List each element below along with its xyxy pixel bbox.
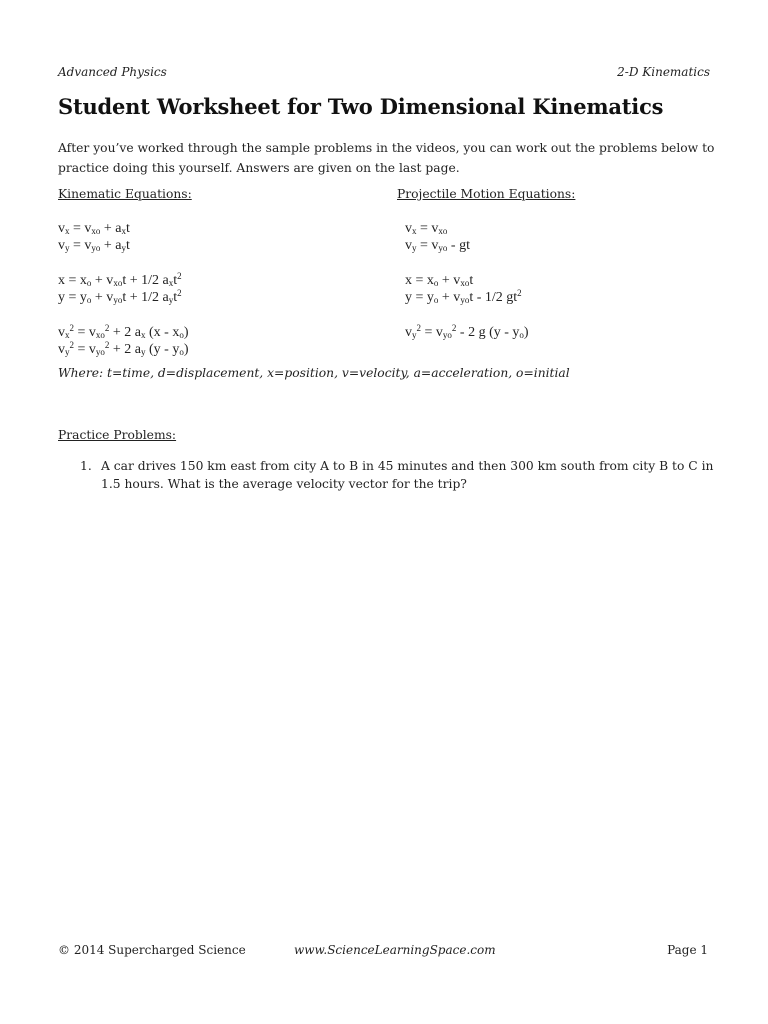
projectile-equation: $v_y^2 = v_{yo}^2 - 2$ g $(y - y_o)$ <box>405 323 529 340</box>
kinematic-equations-heading: Kinematic Equations: <box>58 187 192 201</box>
kinematic-equation: $v_y^2 = v_{yo}^2 + 2$ $a_y$ $(y - y_o)$ <box>58 340 189 357</box>
projectile-equation: $y = y_o + v_{yo}t - 1/2$ $gt^2$ <box>405 288 522 305</box>
kinematic-equation: $v_x^2 = v_{xo}^2 + 2$ $a_x$ $(x - x_o)$ <box>58 323 189 340</box>
kinematic-equation: $x = x_o + v_{xo}t + 1/2$ $a_xt^2$ <box>58 271 182 288</box>
projectile-equations-heading: Projectile Motion Equations: <box>397 187 576 201</box>
kinematic-equation: $v_y = v_{yo} + a_yt$ <box>58 238 130 253</box>
page-title: Student Worksheet for Two Dimensional Kinematics <box>58 94 664 119</box>
kinematic-equation: $v_x = v_{xo} + a_xt$ <box>58 221 130 236</box>
footer-page-number: Page 1 <box>667 943 708 957</box>
projectile-equation: $v_y = v_{yo}$ - gt <box>405 238 470 253</box>
projectile-equation: $x = x_o + v_{xo}t$ <box>405 273 474 288</box>
intro-paragraph: After you’ve worked through the sample problems in the videos, you can work out the problems below to practice doing this yourself. Answers are given on the last page. <box>58 141 715 175</box>
footer-copyright: © 2014 Supercharged Science <box>58 943 246 957</box>
header-course: Advanced Physics <box>58 65 167 79</box>
footer-website: www.ScienceLearningSpace.com <box>294 943 496 957</box>
practice-problem <box>80 457 720 493</box>
problem-number: 1. <box>80 459 92 473</box>
problem-text: A car drives 150 km east from city A to B in 45 minutes and then 300 km south from city B to C in 1.5 hours. What is the average velocity vector for the trip? <box>101 459 714 491</box>
practice-problems-heading: Practice Problems: <box>58 428 177 442</box>
header-topic: 2-D Kinematics <box>617 65 710 79</box>
projectile-equation: $v_x = v_{xo}$ <box>405 221 448 236</box>
kinematic-equation: $y = y_o + v_{yo}t + 1/2$ $a_yt^2$ <box>58 288 182 305</box>
variable-legend: Where: t=time, d=displacement, x=position, v=velocity, a=acceleration, o=initial <box>58 366 570 380</box>
